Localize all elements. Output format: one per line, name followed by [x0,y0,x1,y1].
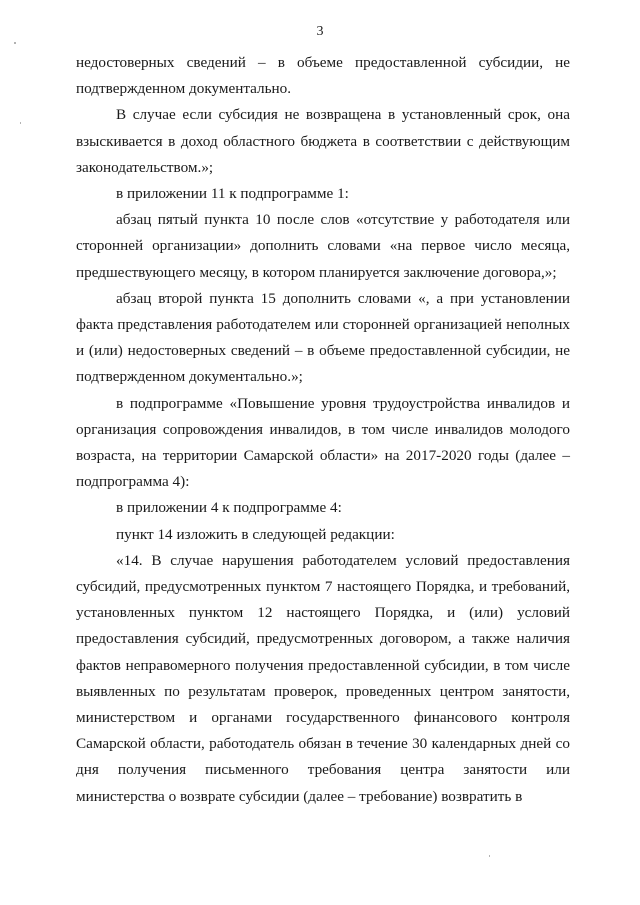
document-body [76,50,570,810]
page-number: 3 [316,24,324,39]
paragraph-6: в подпрограмме «Повышение уровня трудоустройства инвалидов и организация сопровождения инвалидов, в том числе инвалидов молодого возраста, на территории Самарской области» на 2017-2020 годы (далее – подпрограмма 4): [76,394,570,491]
scan-speck [489,855,490,857]
paragraph-8: пункт 14 изложить в следующей редакции: [116,525,395,543]
paragraph-7: в приложении 4 к подпрограмме 4: [116,499,342,517]
paragraph-3: в приложении 11 к подпрограмме 1: [116,185,349,203]
paragraph-9: «14. В случае нарушения работодателем условий предоставления субсидий, предусмотренных пунктом 7 настоящего Порядка, и требований, установленных пунктом 12 настоящего Порядка, и (или) условий предоставления субсидий, предусмотренных договором, а также наличия фактов неправомерного получения предоставленной субсидии, в том числе выявленных по результатам проверок, проведенных центром занятости, министерством и органами государственного финансового контроля Самарской области, работодатель обязан в течение 30 календарных дней со дня получения письменного требования центра занятости или министерства о возврате субсидии (далее – требование) возвратить в [76,551,570,805]
scan-speck [20,122,21,124]
paragraph-4: абзац пятый пункта 10 после слов «отсутствие у работодателя или сторонней организации» дополнить словами «на первое число месяца, предшествующего месяцу, в котором планируется заключение договора,»; [76,211,570,281]
scan-speck [14,42,16,44]
paragraph-2: В случае если субсидия не возвращена в установленный срок, она взыскивается в доход областного бюджета в соответствии с действующим законодательством.»; [76,106,570,176]
paragraph-1: недостоверных сведений – в объеме предоставленной субсидии, не подтвержденном документально. [76,54,570,98]
paragraph-5: абзац второй пункта 15 дополнить словами «, а при установлении факта представления работодателем или сторонней организацией неполных и (или) недостоверных сведений – в объеме предоставленной субсидии, не подтвержденном документально.»; [76,289,570,386]
